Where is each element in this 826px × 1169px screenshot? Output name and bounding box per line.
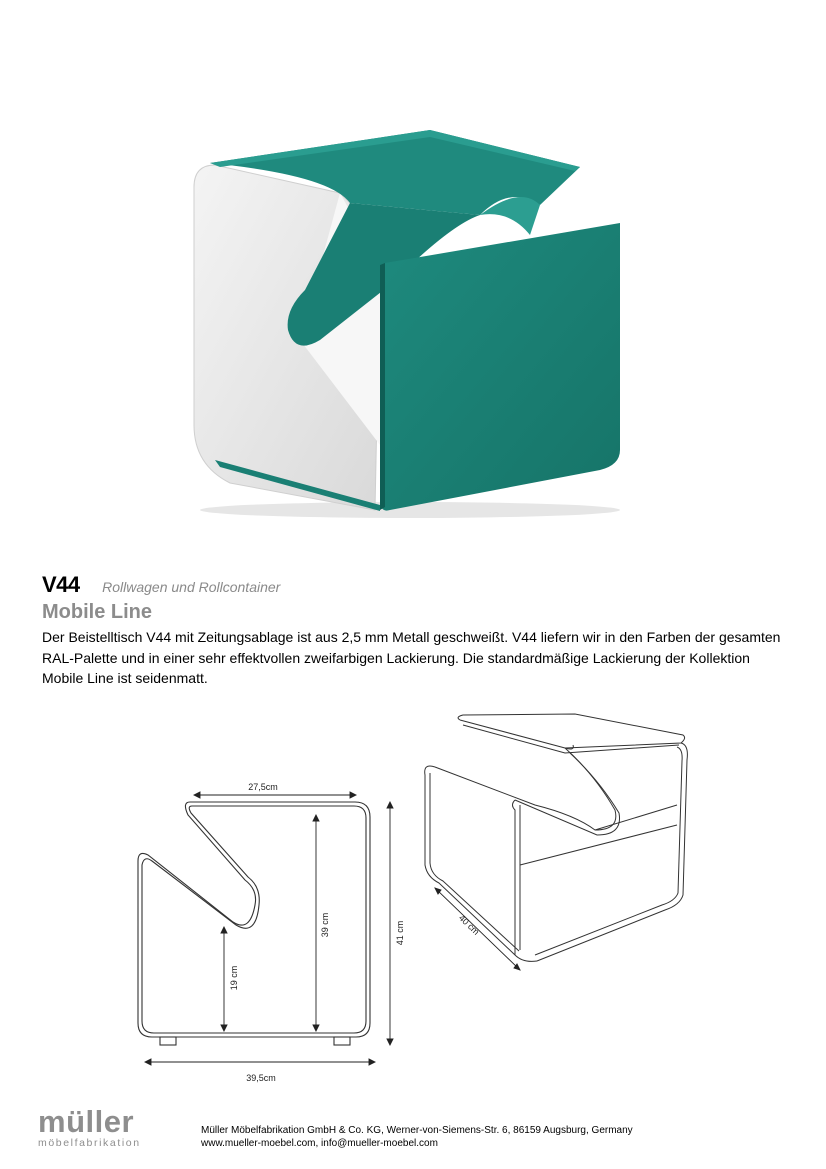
product-description: Der Beistelltisch V44 mit Zeitungsablage ist aus 2,5 mm Metall geschweißt. V44 liefern wir in den Farben der gesamten RAL-Palette und in einer sehr effektvollen zweifarbigen Lackierung. Die standardmäßige Lackierung der Kollektion Mobile Line ist seidenmatt.	[42, 629, 781, 686]
brand-logo	[38, 1104, 141, 1149]
title-row	[42, 572, 280, 598]
dim-top-width: 27,5cm	[248, 782, 278, 792]
product-line-name: Mobile Line	[42, 601, 152, 623]
footer	[201, 1125, 633, 1150]
product-category: Rollwagen und Rollcontainer	[102, 579, 281, 595]
dim-depth: 40 cm	[456, 912, 482, 937]
product-code: V44	[42, 572, 80, 597]
logo-wordmark: müller	[38, 1104, 135, 1139]
footer-address: Müller Möbelfabrikation GmbH & Co. KG, Werner-von-Siemens-Str. 6, 86159 Augsburg, Germany	[201, 1125, 633, 1136]
isometric-view-drawing	[415, 705, 705, 985]
dim-inner-height-low: 19 cm	[229, 965, 239, 991]
logo-subline: möbelfabrikation	[38, 1137, 141, 1149]
product-image	[180, 115, 640, 535]
dim-total-height: 41 cm	[395, 920, 405, 946]
dim-inner-height-high: 39 cm	[320, 912, 330, 938]
front-view-drawing	[130, 775, 420, 1085]
dim-total-width: 39,5cm	[246, 1073, 276, 1083]
footer-contact: www.mueller-moebel.com, info@mueller-moebel.com	[201, 1137, 438, 1149]
